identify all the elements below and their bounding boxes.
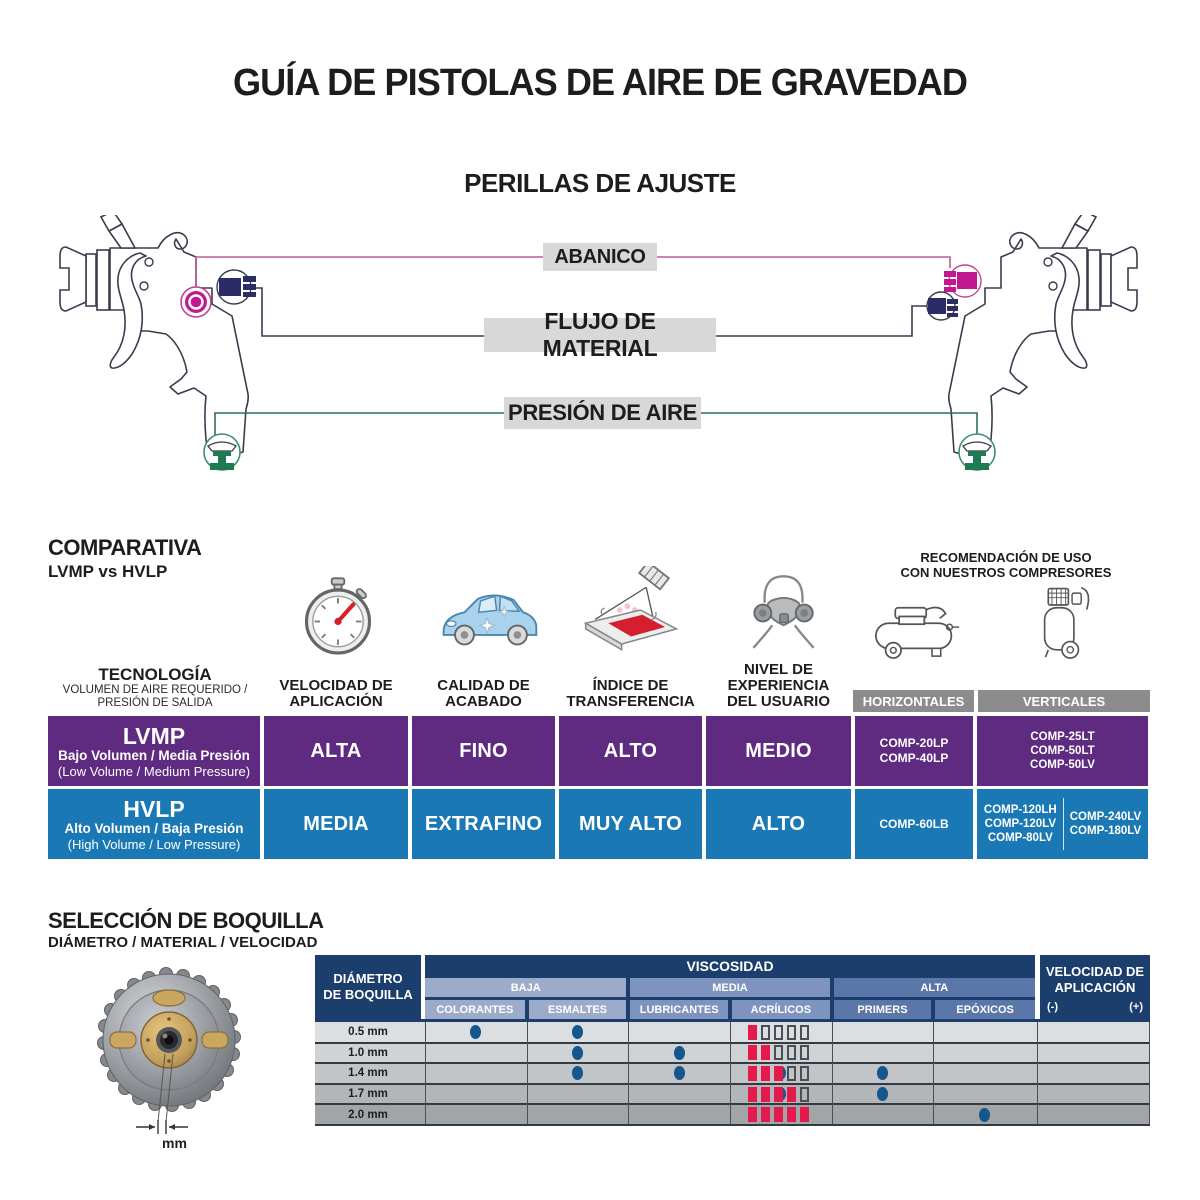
material-header-lubricantes: LUBRICANTES	[630, 1000, 728, 1019]
column-subtitle-line: VOLUMEN DE AIRE REQUERIDO /	[62, 684, 248, 696]
column-header-1	[48, 646, 262, 710]
compressor-code: COMP-40LP	[879, 751, 949, 765]
table-cell-lvmp-1: ALTA	[264, 716, 408, 786]
top-port	[153, 990, 185, 1006]
diameter-value: 1.4 mm	[348, 1067, 388, 1080]
horizontales-header: HORIZONTALES	[853, 690, 974, 712]
column-separator	[1149, 1022, 1150, 1125]
row-separator	[315, 1062, 1150, 1064]
speed-bar-filled	[761, 1066, 770, 1081]
speed-bar-empty	[800, 1087, 809, 1102]
speed-bar-filled	[774, 1087, 783, 1102]
diameter-header-line: DE BOQUILLA	[323, 987, 413, 1002]
callout-flujo-de-material: FLUJO DE MATERIAL	[484, 318, 716, 352]
callout-presion-de-aire: PRESIÓN DE AIRE	[504, 397, 701, 429]
material-dot	[877, 1066, 888, 1080]
table-cell-hvlp-0	[48, 789, 260, 859]
tech-name: LVMP	[122, 722, 186, 749]
column-title-line: DEL USUARIO	[726, 693, 831, 710]
boquilla-heading: SELECCIÓN DE BOQUILLA	[48, 908, 324, 933]
nozzle-selection-table	[315, 955, 1150, 1125]
diameter-header-line: DIÁMETRO	[333, 971, 403, 986]
viscosity-header: VISCOSIDAD	[686, 957, 774, 974]
tech-subtitle-en: (Low Volume / Medium Pressure)	[57, 763, 251, 779]
comparativa-heading: COMPARATIVA	[48, 535, 202, 560]
compressor-code: COMP-20LP	[879, 736, 949, 750]
table-cell-lvmp-3: ALTO	[559, 716, 702, 786]
material-flow-knob-left	[217, 270, 256, 304]
material-header-epóxicos: EPÓXICOS	[935, 1000, 1035, 1019]
material-flow-knob-right	[927, 292, 958, 320]
presion-line-left	[215, 413, 505, 435]
boquilla-subheading: DIÁMETRO / MATERIAL / VELOCIDAD	[48, 934, 318, 951]
speed-bar-empty	[774, 1045, 783, 1060]
material-header-esmaltes: ESMALTES	[529, 1000, 627, 1019]
callout-abanico: ABANICO	[543, 243, 657, 271]
column-separator	[730, 1022, 731, 1125]
verticales-codes	[984, 803, 1057, 845]
material-dot	[979, 1108, 990, 1122]
diameter-value: 1.7 mm	[348, 1088, 388, 1101]
material-dot	[674, 1046, 685, 1060]
column-title-line: NIVEL DE	[744, 661, 813, 678]
velocity-header-line1: VELOCIDAD DE	[1045, 964, 1145, 979]
verticales-header: VERTICALES	[978, 690, 1150, 712]
material-dot	[572, 1025, 583, 1039]
compressor-code: COMP-240LV	[1069, 811, 1142, 823]
speed-bar-empty	[800, 1066, 809, 1081]
column-title-line: ÍNDICE DE	[592, 677, 669, 694]
verticales-codes	[1030, 730, 1095, 772]
speed-bar-empty	[787, 1066, 796, 1081]
diameter-value: 0.5 mm	[348, 1026, 388, 1039]
compressor-code: COMP-50LT	[1030, 745, 1095, 757]
speed-bar-filled	[787, 1087, 796, 1102]
column-separator	[527, 1022, 528, 1125]
speed-bar-empty	[787, 1045, 796, 1060]
speed-bar-empty	[800, 1025, 809, 1040]
reco-line-2: CON NUESTROS COMPRESORES	[900, 565, 1112, 580]
column-separator	[1037, 1022, 1038, 1125]
viscosity-group-baja: BAJA	[425, 978, 626, 997]
comparativa-subheading: LVMP vs HVLP	[48, 562, 168, 581]
material-dot	[877, 1087, 888, 1101]
speed-bar-filled	[748, 1087, 757, 1102]
compressor-code: COMP-120LH	[983, 804, 1057, 816]
column-header-4	[557, 646, 704, 710]
spray-transfer-icon	[580, 566, 684, 654]
velocity-header	[1040, 955, 1150, 1019]
verticales-codes	[1070, 810, 1141, 838]
diameter-value: 2.0 mm	[348, 1108, 388, 1121]
velocity-header-line2: APLICACIÓN	[1054, 980, 1136, 995]
table-cell-lvmp-0	[48, 716, 260, 786]
table-cell-hvlp-4: ALTO	[706, 789, 851, 859]
column-title-line: VELOCIDAD DE	[279, 677, 393, 694]
table-cell-lvmp-5	[855, 716, 973, 786]
speed-bar-filled	[748, 1045, 757, 1060]
diameter-value: 1.0 mm	[348, 1046, 388, 1059]
table-row-17mm	[315, 1084, 1150, 1105]
abanico-line-right	[657, 257, 950, 268]
table-cell-hvlp-3: MUY ALTO	[559, 789, 702, 859]
respirator-mask-icon	[744, 570, 824, 656]
compressor-code: COMP-50LV	[1030, 759, 1095, 771]
air-pressure-knob-right	[959, 434, 995, 470]
speed-bar-filled	[761, 1045, 770, 1060]
vertical-divider	[1063, 798, 1064, 850]
material-dot	[674, 1066, 685, 1080]
speed-bar-filled	[748, 1066, 757, 1081]
viscosity-group-alta: ALTA	[834, 978, 1035, 997]
mm-measure-arrows	[136, 1120, 188, 1134]
tech-subtitle-en: (High Volume / Low Pressure)	[67, 836, 241, 852]
column-title-line: EXPERIENCIA	[727, 677, 830, 694]
speed-bar-filled	[787, 1107, 796, 1122]
speed-bar-filled	[800, 1107, 809, 1122]
viscosity-group-media: MEDIA	[630, 978, 829, 997]
column-title-line: TECNOLOGÍA	[98, 665, 212, 684]
car-icon	[438, 582, 542, 652]
column-separator	[933, 1022, 934, 1125]
table-row-14mm	[315, 1063, 1150, 1084]
table-cell-hvlp-6	[977, 789, 1148, 859]
material-dot	[572, 1066, 583, 1080]
table-cell-lvmp-2: FINO	[412, 716, 555, 786]
speed-bar-filled	[748, 1107, 757, 1122]
reco-line-1: RECOMENDACIÓN DE USO	[920, 550, 1092, 565]
material-dot	[572, 1046, 583, 1060]
row-separator	[315, 1103, 1150, 1105]
diameter-header	[315, 955, 421, 1019]
column-header-3	[410, 646, 557, 710]
column-title-line: CALIDAD DE	[437, 677, 530, 694]
tech-subtitle-es: Bajo Volumen / Media Presión	[58, 747, 250, 763]
fan-knob-left	[181, 287, 211, 317]
vertical-compressor-icon	[1030, 580, 1094, 662]
horizontales-codes	[879, 817, 948, 832]
page-title: GUÍA DE PISTOLAS DE AIRE DE GRAVEDAD	[232, 62, 968, 104]
speed-bar-filled	[774, 1066, 783, 1081]
column-subtitle-line: PRESIÓN DE SALIDA	[97, 697, 213, 709]
material-header-primers: PRIMERS	[834, 1000, 932, 1019]
speed-bar-empty	[761, 1025, 770, 1040]
mm-label: mm	[162, 1135, 187, 1151]
fan-knob-right	[944, 265, 981, 297]
column-header-2	[262, 646, 410, 710]
table-cell-lvmp-6	[977, 716, 1148, 786]
tech-subtitle-es: Alto Volumen / Baja Presión	[64, 820, 244, 836]
table-bottom-border	[315, 1124, 1150, 1126]
column-header-5	[704, 646, 853, 710]
table-cell-lvmp-4: MEDIO	[706, 716, 851, 786]
table-row-10mm	[315, 1043, 1150, 1064]
flujo-line-right	[716, 306, 927, 336]
speed-bar-empty	[774, 1025, 783, 1040]
left-horn-port	[110, 1032, 136, 1048]
speed-bar-filled	[774, 1107, 783, 1122]
speed-bar-empty	[787, 1025, 796, 1040]
column-separator	[628, 1022, 629, 1125]
presion-line-right	[701, 413, 977, 434]
table-cell-hvlp-1: MEDIA	[264, 789, 408, 859]
table-cell-hvlp-2: EXTRAFINO	[412, 789, 555, 859]
row-separator	[315, 1042, 1150, 1044]
horizontal-compressor-icon	[872, 600, 964, 660]
material-dot	[470, 1025, 481, 1039]
flujo-line-left	[251, 288, 484, 336]
compressor-code: COMP-80LV	[987, 832, 1053, 844]
speed-bar-filled	[748, 1025, 757, 1040]
column-title-line: APLICACIÓN	[289, 693, 383, 710]
compressor-code: COMP-180LV	[1069, 825, 1142, 837]
speed-bar-empty	[800, 1045, 809, 1060]
table-row-20mm	[315, 1104, 1150, 1125]
column-separator	[425, 1022, 426, 1125]
table-cell-hvlp-5	[855, 789, 973, 859]
speed-bar-filled	[761, 1087, 770, 1102]
table-row-05mm	[315, 1022, 1150, 1043]
column-separator	[832, 1022, 833, 1125]
right-horn-port	[202, 1032, 228, 1048]
left-spray-gun	[60, 215, 248, 462]
column-title-line: ACABADO	[445, 693, 522, 710]
row-separator	[315, 1083, 1150, 1085]
compressor-recommendation-title	[870, 550, 1142, 580]
material-header-colorantes: COLORANTES	[425, 1000, 525, 1019]
nozzle-air-cap-image	[78, 962, 258, 1152]
speed-bar-filled	[761, 1107, 770, 1122]
compressor-code: COMP-120LV	[984, 818, 1056, 830]
air-pressure-knob-left	[204, 434, 240, 470]
velocity-min-label: (-)	[1047, 1001, 1058, 1013]
material-header-acrílicos: ACRÍLICOS	[732, 1000, 830, 1019]
column-title-line: TRANSFERENCIA	[566, 693, 695, 710]
compressor-code: COMP-25LT	[1030, 731, 1095, 743]
velocity-max-label: (+)	[1129, 1001, 1143, 1013]
compressor-code: COMP-60LB	[879, 816, 949, 831]
horizontales-codes	[880, 736, 949, 766]
knobs-section-title: PERILLAS DE AJUSTE	[464, 168, 736, 198]
tech-name: HVLP	[123, 795, 185, 822]
